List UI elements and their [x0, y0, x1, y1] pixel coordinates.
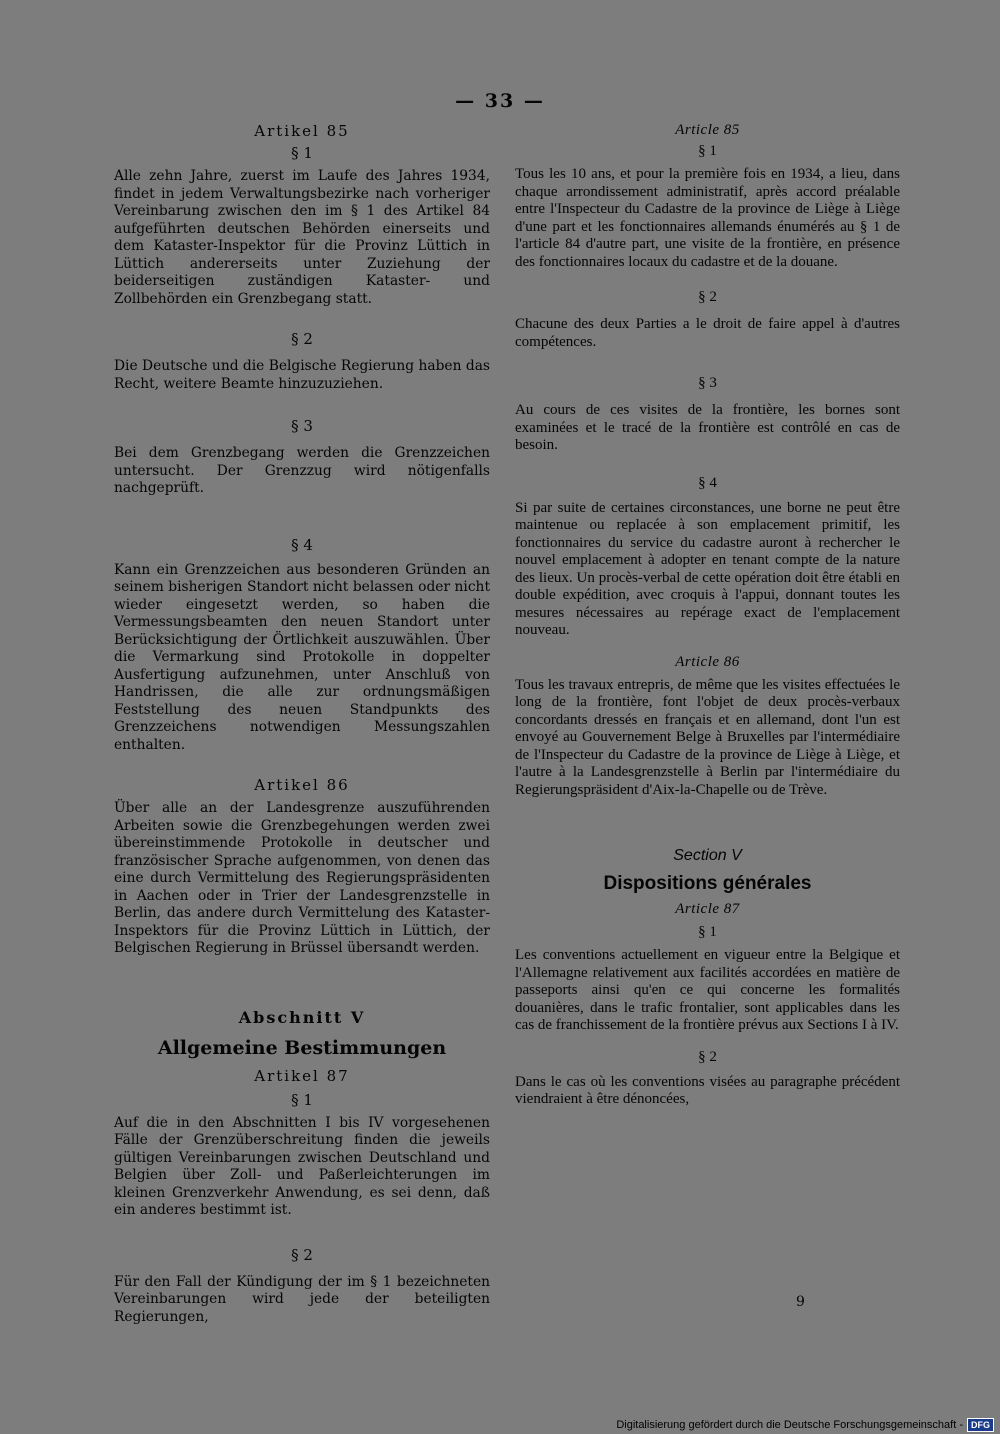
paragraph-heading: § 1 — [291, 144, 313, 162]
paragraph-heading: § 2 — [291, 1245, 313, 1264]
article-87-p1: Les conventions actuellement en vigueur entre la Belgique et l'Allemagne relativement aux facilités accordées en matière de passeports ainsi qu'en ce qui concerne les formalités douanières, dans le trafic frontalier, sont applicables dans les cas de franchissement de la frontière prévus aux Sections I à IV. — [515, 947, 900, 1033]
article-87-p1: Auf die in den Abschnitten I bis IV vorgesehenen Fälle der Grenzüberschreitung finden die jeweils gültigen Vereinbarungen zwischen Deutschland und Belgien über Zoll- und Paßerleichterungen im kleinen Grenzverkehr Anwendung, es sei denn, daß ein anderes bestimmt ist. — [114, 1114, 490, 1218]
article-85-title: Artikel 85 — [254, 122, 350, 140]
german-column — [114, 122, 490, 1326]
article-85-p4: Kann ein Grenzzeichen aus besonderen Gründen an seinem bisherigen Standort nicht belassen oder nicht wieder eingesetzt werden, so haben die Vermessungsbeamten den neuen Standort unter Berücksichtigung der Örtlichkeit auszuwählen. Über die Vermarkung sind Protokolle in doppelter Ausfertigung aufzunehmen, unter Anschluß von Handrissen, die alle zur ordnungsmäßigen Feststellung des neuen Standpunkts des Grenzzeichens notwendigen Messungszahlen enthalten. — [114, 561, 490, 753]
article-85-p3: Au cours de ces visites de la frontière, les bornes sont examinées et le tracé de la frontière est contrôlé en cas de besoin. — [515, 402, 900, 453]
paragraph-heading: § 1 — [291, 1090, 313, 1109]
sheet-number: 9 — [796, 1294, 805, 1310]
paragraph-heading: § 2 — [698, 289, 717, 305]
article-85-p3: Bei dem Grenzbegang werden die Grenzzeichen untersucht. Der Grenzzug wird nötigenfalls nachgeprüft. — [114, 445, 490, 496]
article-85-p2: Die Deutsche und die Belgische Regierung haben das Recht, weitere Beamte hinzuzuziehen. — [114, 358, 490, 392]
section-heading: Section V — [673, 847, 742, 864]
article-85-p2: Chacune des deux Parties a le droit de faire appel à d'autres compétences. — [515, 316, 900, 350]
paragraph-heading: § 4 — [291, 535, 313, 554]
paragraph-heading: § 3 — [291, 417, 313, 435]
article-87-title: Artikel 87 — [254, 1066, 350, 1085]
dfg-logo: DFG — [967, 1418, 994, 1432]
footer-text: Digitalisierung gefördert durch die Deutsche Forschungsgemeinschaft - — [616, 1419, 963, 1431]
article-85-p4: Si par suite de certaines circonstances, une borne ne peut être maintenue ou replacée à son emplacement primitif, les fonctionnaires du service du cadastre auront à rechercher le nouvel emplacement à adopter en tenant compte de la nature des lieux. Un procès-verbal de cette opération doit être établi en double expédition, avec croquis à l'appui, donnant toutes les mesures nécessaires au repérage exact de l'emplacement nouveau. — [515, 499, 900, 638]
paragraph-heading: § 1 — [698, 143, 717, 159]
article-85-title: Article 85 — [675, 122, 740, 138]
article-87-p2: Für den Fall der Kündigung der im § 1 bezeichneten Vereinbarungen wird jede der beteiligten Regierungen, — [114, 1273, 490, 1325]
paragraph-heading: § 1 — [698, 924, 717, 940]
article-85-p1: Alle zehn Jahre, zuerst im Laufe des Jahres 1934, findet in jedem Verwaltungsbezirke nach vorheriger Vereinbarung zwischen den im § 1 des Artikel 84 aufgeführten deutschen Behörden einerseits und dem Kataster-Inspektor für die Provinz Lüttich in Lüttich andererseits unter Zuziehung der beiderseitigen zuständigen Kataster- und Zollbehörden ein Grenzbegang statt. — [114, 168, 490, 307]
paragraph-heading: § 3 — [698, 375, 717, 391]
article-86-text: Tous les travaux entrepris, de même que les visites effectuées le long de la frontière, font l'objet de deux procès-verbaux concordants dressés en français et en allemand, dont l'un est envoyé au Gouvernement Belge à Bruxelles par l'intermédiaire de l'Inspecteur du Cadastre de la province de Liège à Liège, et l'autre à la Landesgrenzstelle à Berlin par l'intermédiaire du Regierungspräsident d'Aix-la-Chapelle ou de Trève. — [515, 676, 900, 798]
french-column — [515, 122, 900, 1109]
paragraph-heading: § 4 — [698, 474, 717, 491]
article-87-title: Article 87 — [675, 901, 740, 917]
section-heading: Abschnitt V — [238, 1007, 366, 1027]
section-title: Allgemeine Bestimmungen — [157, 1036, 447, 1059]
article-86-title: Article 86 — [675, 653, 740, 670]
page-number: — 33 — — [455, 90, 545, 112]
paragraph-heading: § 2 — [291, 330, 313, 348]
article-86-title: Artikel 86 — [254, 776, 350, 794]
article-85-p1: Tous les 10 ans, et pour la première fois en 1934, a lieu, dans chaque arrondissement administratif, après accord préalable entre l'Inspecteur du Cadastre de la province de Liège à Liège d'une part et les fonctionnaires allemands énumérés au § 1 de l'article 84 d'autre part, une visite de la frontière, en présence des fonctionnaires locaux du cadastre et de la douane. — [515, 166, 900, 270]
article-87-p2: Dans le cas où les conventions visées au paragraphe précédent viendraient à être dénoncées, — [515, 1073, 900, 1107]
paragraph-heading: § 2 — [698, 1048, 717, 1065]
article-86-text: Über alle an der Landesgrenze auszuführenden Arbeiten sowie die Grenzbegehungen werden zwei übereinstimmende Protokolle in deutscher und französischer Sprache aufgenommen, von denen das eine durch Vermittelung des Regierungspräsidenten in Aachen oder in Trier der Landesgrenzstelle in Berlin, das andere durch Vermittelung des Kataster-Inspektors für die Provinz Lüttich in Lüttich, der Belgischen Regierung in Brüssel übersandt werden. — [114, 800, 490, 956]
section-title: Dispositions générales — [603, 873, 812, 894]
footer-credit — [616, 1418, 994, 1432]
